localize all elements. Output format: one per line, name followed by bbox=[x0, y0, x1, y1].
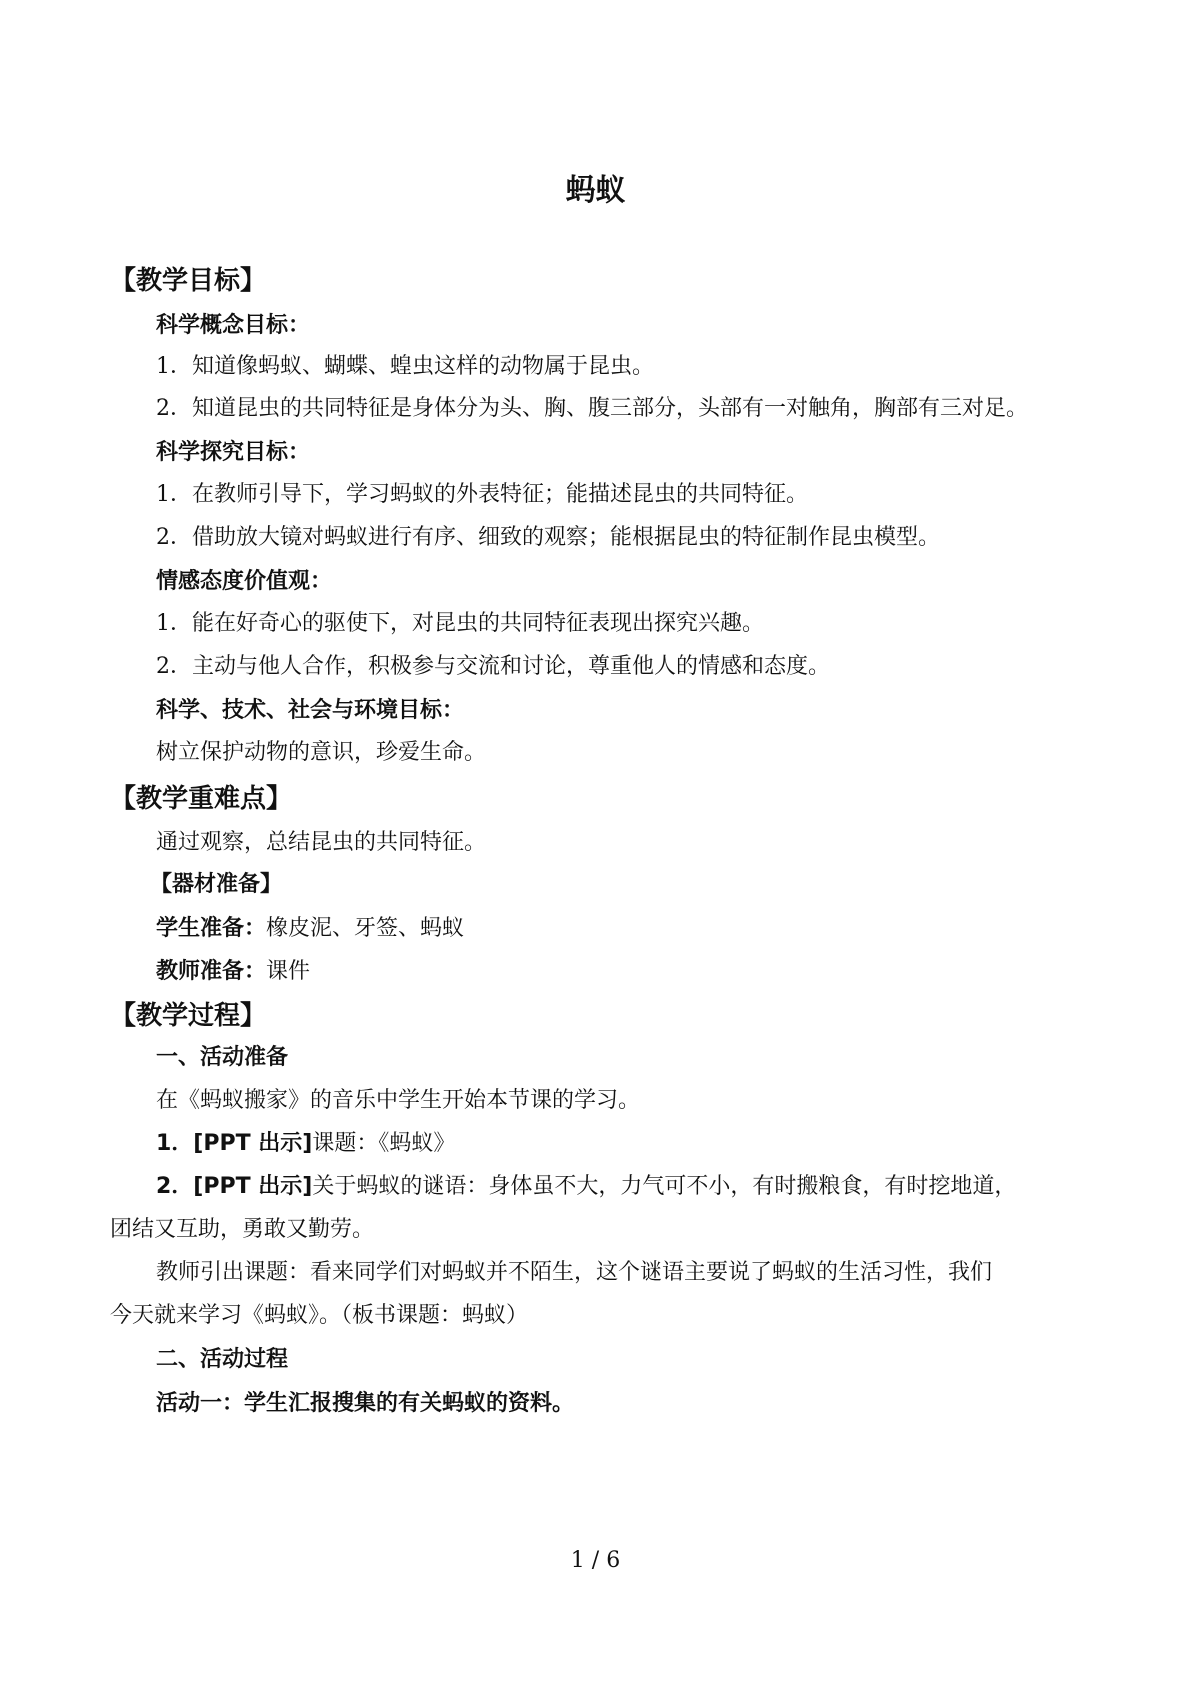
student-materials-label: 学生准备： bbox=[156, 916, 267, 941]
teacher-intro-line1: 教师引出课题：看来同学们对蚂蚁并不陌生，这个谜语主要说了蚂蚁的生活习性，我们 bbox=[156, 1260, 993, 1285]
ppt-item-1-text: 课题：《蚂蚁》 bbox=[312, 1131, 456, 1156]
page-title: 蚂蚁 bbox=[565, 173, 626, 208]
teacher-materials-label: 教师准备： bbox=[156, 959, 267, 984]
teacher-materials bbox=[156, 957, 310, 987]
concept-goal-item-2: 2．知道昆虫的共同特征是身体分为头、胸、腹三部分，头部有一对触角，胸部有三对足。 bbox=[156, 396, 1029, 421]
ppt-item-2 bbox=[156, 1172, 1016, 1202]
ppt-item-1 bbox=[156, 1129, 455, 1159]
ppt-item-2-text-line2: 团结又互助，勇敢又勤劳。 bbox=[110, 1217, 375, 1242]
section2-heading: 二、活动过程 bbox=[156, 1347, 289, 1372]
inquiry-goal-item-2: 2．借助放大镜对蚂蚁进行有序、细致的观察；能根据昆虫的特征制作昆虫模型。 bbox=[156, 525, 940, 550]
inquiry-goal-label: 科学探究目标： bbox=[156, 440, 311, 465]
teacher-materials-text: 课件 bbox=[266, 959, 311, 984]
stse-goal-text: 树立保护动物的意识，珍爱生命。 bbox=[156, 740, 487, 765]
student-materials bbox=[156, 914, 464, 944]
activity1-text: 活动一：学生汇报搜集的有关蚂蚁的资料。 bbox=[156, 1391, 575, 1416]
attitude-goal-label: 情感态度价值观： bbox=[156, 569, 333, 594]
attitude-goal-item-2: 2．主动与他人合作，积极参与交流和讨论，尊重他人的情感和态度。 bbox=[156, 654, 830, 679]
section1-intro: 在《蚂蚁搬家》的音乐中学生开始本节课的学习。 bbox=[156, 1088, 641, 1113]
student-materials-text: 橡皮泥、牙签、蚂蚁 bbox=[266, 916, 465, 941]
page-number: 1 / 6 bbox=[570, 1548, 621, 1573]
ppt-item-2-text-line1: 关于蚂蚁的谜语：身体虽不大，力气可不小，有时搬粮食，有时挖地道， bbox=[312, 1174, 1017, 1199]
concept-goal-item-1: 1．知道像蚂蚁、蝴蝶、蝗虫这样的动物属于昆虫。 bbox=[156, 354, 654, 379]
attitude-goal-item-1: 1．能在好奇心的驱使下，对昆虫的共同特征表现出探究兴趣。 bbox=[156, 611, 764, 636]
teacher-intro-line2: 今天就来学习《蚂蚁》。（板书课题：蚂蚁） bbox=[110, 1303, 529, 1328]
ppt-item-1-label: 1．[PPT 出示] bbox=[156, 1131, 313, 1156]
key-points-heading: 【教学重难点】 bbox=[110, 784, 293, 814]
section1-heading: 一、活动准备 bbox=[156, 1045, 289, 1070]
stse-goal-label: 科学、技术、社会与环境目标： bbox=[156, 698, 465, 723]
inquiry-goal-item-1: 1．在教师引导下，学习蚂蚁的外表特征；能描述昆虫的共同特征。 bbox=[156, 482, 808, 507]
ppt-item-2-label: 2．[PPT 出示] bbox=[156, 1174, 313, 1199]
process-heading: 【教学过程】 bbox=[110, 1001, 267, 1031]
key-points-text: 通过观察，总结昆虫的共同特征。 bbox=[156, 830, 487, 855]
concept-goal-label: 科学概念目标： bbox=[156, 313, 311, 338]
materials-heading: 【器材准备】 bbox=[150, 872, 283, 897]
objectives-heading: 【教学目标】 bbox=[110, 266, 267, 296]
